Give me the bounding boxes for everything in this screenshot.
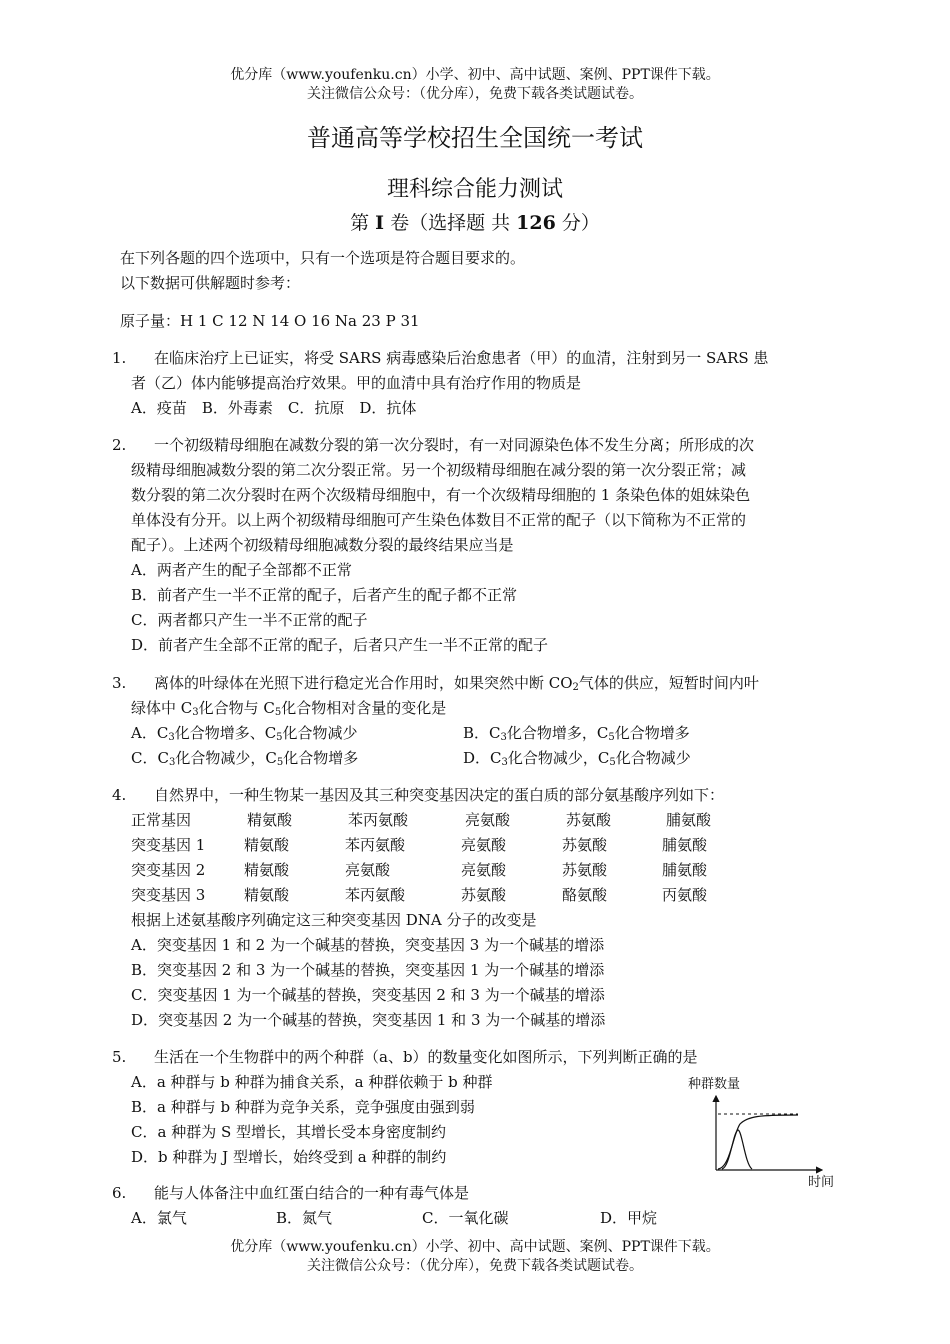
q6-option-d: D．甲烷 bbox=[600, 1209, 658, 1227]
page-footer bbox=[0, 1238, 950, 1276]
table-cell: 脯氨酸 bbox=[662, 861, 708, 879]
table-cell: 苏氨酸 bbox=[562, 836, 608, 854]
q3-option-c: C．$C_3$化合物减少，$C_5$化合物增多 bbox=[131, 749, 359, 768]
table-cell: 突变基因 2 bbox=[131, 861, 206, 879]
section-mid: 卷（选择题 共 bbox=[390, 212, 511, 234]
population-b-curve bbox=[722, 1130, 752, 1169]
section-title bbox=[0, 208, 950, 235]
table-cell: 苏氨酸 bbox=[566, 811, 612, 829]
q3-stem-1: 离体的叶绿体在光照下进行稳定光合作用时，如果突然中断 $CO_2$气体的供应，短暂时间内叶 bbox=[154, 674, 759, 693]
q1-number: 1. bbox=[112, 349, 127, 367]
intro-line-1: 在下列各题的四个选项中，只有一个选项是符合题目要求的。 bbox=[120, 249, 526, 267]
q3-number: 3. bbox=[112, 674, 127, 692]
table-cell: 脯氨酸 bbox=[662, 836, 708, 854]
table-cell: 突变基因 3 bbox=[131, 886, 206, 904]
table-cell: 脯氨酸 bbox=[666, 811, 712, 829]
section-roman: I bbox=[375, 212, 385, 234]
q4-option-a: A．突变基因 1 和 2 为一个碱基的替换，突变基因 3 为一个碱基的增添 bbox=[131, 936, 605, 954]
q6-stem: 能与人体备注中血红蛋白结合的一种有毒气体是 bbox=[154, 1184, 470, 1202]
table-cell: 丙氨酸 bbox=[662, 886, 708, 904]
q4-stem-2: 根据上述氨基酸序列确定这三种突变基因 DNA 分子的改变是 bbox=[131, 911, 537, 929]
q6-option-b: B．氮气 bbox=[276, 1209, 333, 1227]
table-cell: 精氨酸 bbox=[244, 886, 290, 904]
q2-stem-5: 配子）。上述两个初级精母细胞减数分裂的最终结果应当是 bbox=[131, 536, 514, 554]
q2-stem-1: 一个初级精母细胞在减数分裂的第一次分裂时，有一对同源染色体不发生分离；所形成的次 bbox=[154, 436, 755, 454]
header-line-1: 优分库（www.youfenku.cn）小学、初中、高中试题、案例、PPT课件下载。 bbox=[230, 67, 720, 83]
q3-stem-2: 绿体中 $C_3$化合物与 $C_5$化合物相对含量的变化是 bbox=[131, 699, 447, 718]
q2-option-b: B．前者产生一半不正常的配子，后者产生的配子都不正常 bbox=[131, 586, 518, 604]
q6-option-a: A．氯气 bbox=[131, 1209, 187, 1227]
q5-option-c: C．a 种群为 S 型增长，其增长受本身密度制约 bbox=[131, 1123, 447, 1141]
q1-stem-1: 在临床治疗上已证实，将受 SARS 病毒感染后治愈患者（甲）的血清，注射到另一 SARS 患 bbox=[154, 349, 769, 367]
q5-number: 5. bbox=[112, 1048, 127, 1066]
table-cell: 亮氨酸 bbox=[461, 836, 507, 854]
table-cell: 精氨酸 bbox=[247, 811, 293, 829]
page-header bbox=[0, 66, 950, 104]
q6-number: 6. bbox=[112, 1184, 127, 1202]
footer-line-2: 关注微信公众号：（优分库），免费下载各类试题试卷。 bbox=[307, 1258, 643, 1274]
q4-option-d: D．突变基因 2 为一个碱基的替换，突变基因 1 和 3 为一个碱基的增添 bbox=[131, 1011, 606, 1029]
q3-option-d: D．$C_3$化合物减少，$C_5$化合物减少 bbox=[463, 749, 691, 768]
q3-option-a: A．$C_3$化合物增多、$C_5$化合物减少 bbox=[131, 724, 358, 743]
q2-option-a: A．两者产生的配子全部都不正常 bbox=[131, 561, 352, 579]
q4-table-row-2 bbox=[0, 858, 950, 883]
q4-number: 4. bbox=[112, 786, 127, 804]
table-cell: 精氨酸 bbox=[244, 861, 290, 879]
table-cell: 精氨酸 bbox=[244, 836, 290, 854]
graph-y-label: 种群数量 bbox=[688, 1077, 741, 1092]
intro-line-2: 以下数据可供解题时参考： bbox=[120, 274, 301, 292]
table-cell: 亮氨酸 bbox=[465, 811, 511, 829]
q5-option-b: B．a 种群与 b 种群为竞争关系，竞争强度由强到弱 bbox=[131, 1098, 475, 1116]
table-cell: 苏氨酸 bbox=[461, 886, 507, 904]
table-cell: 苯丙氨酸 bbox=[348, 811, 409, 829]
q6-option-c: C．一氧化碳 bbox=[422, 1209, 509, 1227]
section-score: 126 bbox=[516, 212, 556, 234]
q1-stem-2: 者（乙）体内能够提高治疗效果。甲的血清中具有治疗作用的物质是 bbox=[131, 374, 582, 392]
q4-option-b: B．突变基因 2 和 3 为一个碱基的替换，突变基因 1 为一个碱基的增添 bbox=[131, 961, 605, 979]
q5-stem: 生活在一个生物群中的两个种群（a、b）的数量变化如图所示，下列判断正确的是 bbox=[154, 1048, 698, 1066]
header-line-2: 关注微信公众号：（优分库），免费下载各类试题试卷。 bbox=[307, 86, 643, 102]
q4-stem: 自然界中，一种生物某一基因及其三种突变基因决定的蛋白质的部分氨基酸序列如下： bbox=[154, 786, 725, 804]
table-cell: 亮氨酸 bbox=[461, 861, 507, 879]
q2-option-c: C．两者都只产生一半不正常的配子 bbox=[131, 611, 368, 629]
q5-option-d: D．b 种群为 J 型增长，始终受到 a 种群的制约 bbox=[131, 1148, 447, 1166]
table-cell: 亮氨酸 bbox=[345, 861, 391, 879]
q2-number: 2. bbox=[112, 436, 127, 454]
section-pre: 第 bbox=[350, 212, 370, 234]
table-cell: 苏氨酸 bbox=[562, 861, 608, 879]
atomic-weights: 原子量：H 1 C 12 N 14 O 16 Na 23 P 31 bbox=[120, 312, 420, 330]
q2-option-d: D．前者产生全部不正常的配子，后者只产生一半不正常的配子 bbox=[131, 636, 549, 654]
exam-subtitle: 理科综合能力测试 bbox=[386, 177, 563, 202]
q4-option-c: C．突变基因 1 为一个碱基的替换，突变基因 2 和 3 为一个碱基的增添 bbox=[131, 986, 605, 1004]
table-cell: 酪氨酸 bbox=[562, 886, 608, 904]
q5-option-a: A．a 种群与 b 种群为捕食关系，a 种群依赖于 b 种群 bbox=[131, 1073, 493, 1091]
table-cell: 苯丙氨酸 bbox=[345, 886, 406, 904]
q2-stem-3: 数分裂的第二次分裂时在两个次级精母细胞中，有一个次级精母细胞的 1 条染色体的姐妹染色 bbox=[131, 486, 751, 504]
q4-table-row-0 bbox=[0, 808, 950, 833]
q2-stem-2: 级精母细胞减数分裂的第二次分裂正常。另一个初级精母细胞在减分裂的第一次分裂正常；减 bbox=[131, 461, 747, 479]
q4-table-row-3 bbox=[0, 883, 950, 908]
q4-table-row-1 bbox=[0, 833, 950, 858]
q3-option-b: B．$C_3$化合物增多，$C_5$化合物增多 bbox=[463, 724, 690, 743]
table-cell: 苯丙氨酸 bbox=[345, 836, 406, 854]
population-a-curve bbox=[718, 1115, 798, 1169]
q1-options: A．疫苗 B．外毒素 C．抗原 D．抗体 bbox=[131, 399, 417, 417]
exam-title: 普通高等学校招生全国统一考试 bbox=[307, 124, 643, 152]
section-post: 分） bbox=[561, 212, 600, 234]
population-graph bbox=[700, 1094, 840, 1176]
table-cell: 正常基因 bbox=[131, 811, 192, 829]
footer-line-1: 优分库（www.youfenku.cn）小学、初中、高中试题、案例、PPT课件下载。 bbox=[230, 1239, 720, 1255]
graph-x-label: 时间 bbox=[808, 1175, 835, 1190]
q2-stem-4: 单体没有分开。以上两个初级精母细胞可产生染色体数目不正常的配子（以下简称为不正常的 bbox=[131, 511, 747, 529]
table-cell: 突变基因 1 bbox=[131, 836, 206, 854]
